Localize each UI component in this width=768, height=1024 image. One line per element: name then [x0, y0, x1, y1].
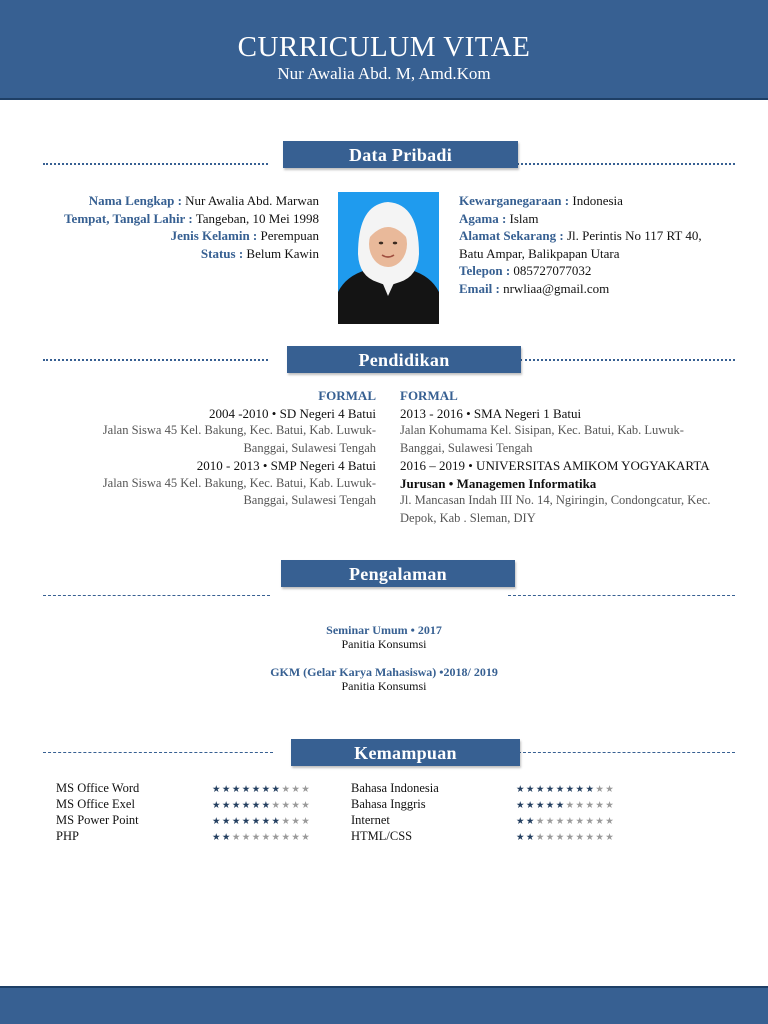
education-left: [60, 387, 376, 510]
star-empty-icon: ★: [565, 816, 576, 827]
info-label: Email :: [459, 280, 500, 296]
info-label: Agama :: [459, 210, 507, 226]
info-label: Status :: [200, 245, 244, 261]
education-heading: FORMAL: [400, 388, 458, 403]
star-empty-icon: ★: [595, 800, 606, 811]
star-filled-icon: ★: [535, 800, 546, 811]
star-filled-icon: ★: [261, 800, 272, 811]
info-row: [459, 262, 729, 280]
star-filled-icon: ★: [251, 784, 262, 795]
star-filled-icon: ★: [221, 784, 232, 795]
education-title: 2004 -2010 • SD Negeri 4 Batui: [208, 405, 376, 421]
info-row: [40, 227, 319, 245]
info-value: Nur Awalia Abd. Marwan: [181, 193, 319, 208]
star-filled-icon: ★: [525, 816, 536, 827]
star-filled-icon: ★: [221, 832, 232, 843]
star-filled-icon: ★: [516, 784, 526, 795]
info-row: [40, 245, 319, 263]
skill-rating: [516, 784, 615, 795]
star-filled-icon: ★: [251, 800, 262, 811]
star-empty-icon: ★: [575, 832, 586, 843]
info-value: Tangeban, 10 Mei 1998: [192, 210, 319, 226]
star-empty-icon: ★: [291, 816, 302, 827]
skill-row: [56, 812, 311, 828]
star-filled-icon: ★: [575, 784, 586, 795]
divider-line: [508, 595, 735, 596]
divider-line: [43, 752, 273, 753]
skill-name: PHP: [56, 829, 79, 843]
skill-name: Bahasa Indonesia: [351, 781, 439, 795]
star-empty-icon: ★: [605, 816, 616, 827]
star-filled-icon: ★: [545, 800, 556, 811]
star-empty-icon: ★: [545, 832, 556, 843]
skill-rating: [212, 800, 311, 811]
star-empty-icon: ★: [595, 832, 606, 843]
star-empty-icon: ★: [585, 800, 596, 811]
experience-role: Panitia Konsumsi: [341, 637, 427, 651]
info-value: Jl. Perintis No 117 RT 40, Batu Ampar, Balikpapan Utara: [459, 228, 702, 261]
star-filled-icon: ★: [516, 816, 526, 827]
star-filled-icon: ★: [241, 784, 252, 795]
info-label: Tempat, Tangal Lahir :: [64, 210, 193, 226]
info-row: [40, 210, 319, 228]
star-empty-icon: ★: [291, 784, 302, 795]
star-empty-icon: ★: [565, 832, 576, 843]
star-empty-icon: ★: [241, 832, 252, 843]
education-right: [400, 387, 720, 527]
education-title: 2013 - 2016 • SMA Negeri 1 Batui: [400, 405, 582, 421]
star-filled-icon: ★: [241, 800, 252, 811]
info-value: Belum Kawin: [243, 245, 319, 261]
info-label: Alamat Sekarang :: [459, 228, 564, 243]
star-empty-icon: ★: [271, 800, 282, 811]
skills-right: [351, 780, 615, 844]
star-empty-icon: ★: [605, 784, 616, 795]
skill-name: Internet: [351, 813, 390, 827]
star-filled-icon: ★: [555, 800, 566, 811]
star-filled-icon: ★: [271, 816, 282, 827]
star-filled-icon: ★: [212, 832, 222, 843]
divider-line: [517, 163, 735, 165]
star-empty-icon: ★: [281, 784, 292, 795]
star-filled-icon: ★: [231, 816, 242, 827]
star-empty-icon: ★: [605, 800, 616, 811]
education-address: Jalan Siswa 45 Kel. Bakung, Kec. Batui, Kab. Luwuk-Banggai, Sulawesi Tengah: [102, 475, 376, 507]
star-empty-icon: ★: [281, 832, 292, 843]
skill-name: MS Power Point: [56, 813, 139, 827]
star-filled-icon: ★: [212, 800, 222, 811]
star-filled-icon: ★: [545, 784, 556, 795]
star-filled-icon: ★: [221, 816, 232, 827]
star-empty-icon: ★: [545, 816, 556, 827]
star-empty-icon: ★: [231, 832, 242, 843]
skill-rating: [212, 816, 311, 827]
star-empty-icon: ★: [555, 816, 566, 827]
star-empty-icon: ★: [281, 800, 292, 811]
info-label: Jenis Kelamin :: [170, 228, 258, 243]
skill-rating: [516, 816, 615, 827]
personal-info-left: [40, 192, 319, 262]
skill-rating: [212, 832, 311, 843]
email-link[interactable]: nrwliaa@gmail.com: [499, 280, 610, 296]
info-row: [459, 210, 729, 228]
star-filled-icon: ★: [516, 800, 526, 811]
star-filled-icon: ★: [516, 832, 526, 843]
star-empty-icon: ★: [271, 832, 282, 843]
star-filled-icon: ★: [212, 784, 222, 795]
star-filled-icon: ★: [525, 784, 536, 795]
education-address: Jalan Siswa 45 Kel. Bakung, Kec. Batui, Kab. Luwuk-Banggai, Sulawesi Tengah: [102, 423, 376, 455]
star-filled-icon: ★: [231, 784, 242, 795]
info-row: [459, 192, 729, 210]
star-empty-icon: ★: [565, 800, 576, 811]
skill-row: [351, 796, 615, 812]
section-title-personal: Data Pribadi: [283, 141, 518, 168]
star-empty-icon: ★: [291, 832, 302, 843]
star-filled-icon: ★: [271, 784, 282, 795]
skill-row: [351, 812, 615, 828]
star-empty-icon: ★: [575, 816, 586, 827]
star-filled-icon: ★: [535, 784, 546, 795]
info-label: Kewarganegaraan :: [459, 193, 570, 208]
education-heading: FORMAL: [318, 388, 376, 403]
info-label: Telepon :: [459, 263, 511, 278]
star-empty-icon: ★: [585, 816, 596, 827]
skill-row: [351, 780, 615, 796]
star-filled-icon: ★: [585, 784, 596, 795]
star-filled-icon: ★: [231, 800, 242, 811]
skills-left: [56, 780, 311, 844]
section-title-experience: Pengalaman: [281, 560, 515, 587]
star-filled-icon: ★: [261, 784, 272, 795]
star-filled-icon: ★: [565, 784, 576, 795]
info-value: Islam: [506, 210, 539, 226]
star-filled-icon: ★: [251, 816, 262, 827]
star-empty-icon: ★: [595, 816, 606, 827]
skill-name: MS Office Word: [56, 781, 140, 795]
star-filled-icon: ★: [221, 800, 232, 811]
star-filled-icon: ★: [525, 832, 536, 843]
star-empty-icon: ★: [281, 816, 292, 827]
skill-rating: [212, 784, 311, 795]
education-address: Jalan Kohumama Kel. Sisipan, Kec. Batui, Kab. Luwuk-Banggai, Sulawesi Tengah: [400, 423, 684, 455]
education-title: 2016 – 2019 • UNIVERSITAS AMIKOM YOGYAKARTA: [400, 458, 710, 473]
info-label: Nama Lengkap :: [88, 193, 182, 208]
skill-name: MS Office Exel: [56, 797, 135, 811]
star-empty-icon: ★: [535, 816, 546, 827]
star-empty-icon: ★: [535, 832, 546, 843]
divider-line: [520, 359, 735, 361]
experience-title: GKM (Gelar Karya Mahasiswa) •2018/ 2019: [270, 665, 498, 679]
star-empty-icon: ★: [301, 784, 312, 795]
header-banner: [0, 0, 768, 100]
education-address: Jl. Mancasan Indah III No. 14, Ngiringin, Condongcatur, Kec. Depok, Kab . Sleman, DIY: [400, 493, 711, 525]
skill-row: [56, 780, 311, 796]
star-empty-icon: ★: [291, 800, 302, 811]
star-empty-icon: ★: [301, 816, 312, 827]
skill-row: [56, 828, 311, 844]
skill-name: Bahasa Inggris: [351, 797, 426, 811]
person-portrait-icon: [338, 192, 439, 324]
profile-photo: [338, 192, 439, 324]
info-value: Perempuan: [257, 228, 319, 243]
divider-line: [43, 595, 270, 596]
experience-item: [0, 665, 768, 693]
info-row: [40, 192, 319, 210]
info-value: Indonesia: [569, 193, 623, 208]
skill-name: HTML/CSS: [351, 829, 413, 843]
skill-row: [351, 828, 615, 844]
footer-bar: [0, 986, 768, 1024]
star-filled-icon: ★: [212, 816, 222, 827]
info-value: 085727077032: [510, 263, 592, 278]
star-empty-icon: ★: [301, 832, 312, 843]
star-filled-icon: ★: [241, 816, 252, 827]
section-title-skills: Kemampuan: [291, 739, 520, 766]
info-row: [459, 227, 729, 262]
page-subtitle: Nur Awalia Abd. M, Amd.Kom: [277, 64, 491, 83]
star-empty-icon: ★: [301, 800, 312, 811]
star-filled-icon: ★: [261, 816, 272, 827]
divider-line: [518, 752, 735, 753]
star-empty-icon: ★: [261, 832, 272, 843]
education-title: 2010 - 2013 • SMP Negeri 4 Batui: [196, 458, 376, 473]
divider-line: [43, 359, 268, 361]
divider-line: [43, 163, 268, 165]
experience-title: Seminar Umum • 2017: [326, 623, 442, 637]
star-filled-icon: ★: [525, 800, 536, 811]
experience-item: [0, 623, 768, 651]
skill-rating: [516, 832, 615, 843]
star-empty-icon: ★: [585, 832, 596, 843]
education-major: Jurusan • Managemen Informatika: [400, 475, 597, 491]
star-empty-icon: ★: [251, 832, 262, 843]
section-title-education: Pendidikan: [287, 346, 521, 373]
star-empty-icon: ★: [555, 832, 566, 843]
page-title: CURRICULUM VITAE: [237, 31, 531, 63]
star-empty-icon: ★: [595, 784, 606, 795]
personal-info-right: [459, 192, 729, 297]
star-empty-icon: ★: [605, 832, 616, 843]
star-filled-icon: ★: [555, 784, 566, 795]
experience-role: Panitia Konsumsi: [341, 679, 427, 693]
info-row: [459, 280, 729, 298]
skill-row: [56, 796, 311, 812]
skill-rating: [516, 800, 615, 811]
star-empty-icon: ★: [575, 800, 586, 811]
